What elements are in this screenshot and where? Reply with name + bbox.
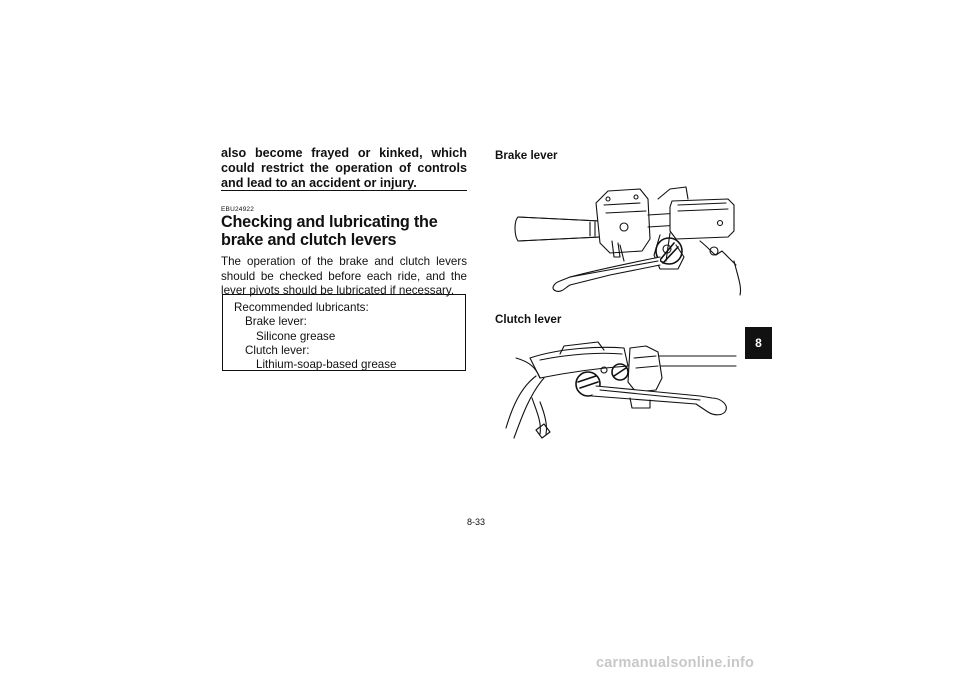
section-title: Checking and lubricating the brake and clutch levers bbox=[221, 213, 438, 249]
brake-lever-label: Brake lever: bbox=[245, 315, 307, 329]
chapter-tab: 8 bbox=[745, 327, 772, 359]
clutch-lever-label: Clutch lever: bbox=[245, 343, 310, 357]
warning-continuation-text: also become frayed or kinked, which could restrict the operation of controls and lead to an accident or injury. bbox=[221, 146, 467, 190]
lubricants-box bbox=[222, 294, 466, 371]
watermark: carmanualsonline.info bbox=[596, 655, 755, 671]
brake-lever-lubricant: Silicone grease bbox=[256, 329, 336, 343]
brake-lever-figure-label: Brake lever bbox=[495, 149, 558, 162]
clutch-lever-illustration bbox=[500, 338, 750, 463]
page-number: 8-33 bbox=[467, 517, 486, 527]
warning-divider bbox=[221, 190, 467, 191]
section-body: The operation of the brake and clutch levers should be checked before each ride, and the lever pivots should be lubricated if necessary. bbox=[221, 255, 467, 297]
brake-lever-illustration bbox=[500, 165, 750, 300]
clutch-lever-figure-label: Clutch lever bbox=[495, 313, 562, 326]
lubricants-heading: Recommended lubricants: bbox=[234, 301, 369, 314]
clutch-lever-lubricant: Lithium-soap-based grease bbox=[256, 358, 397, 372]
section-code: EBU24922 bbox=[221, 206, 255, 213]
